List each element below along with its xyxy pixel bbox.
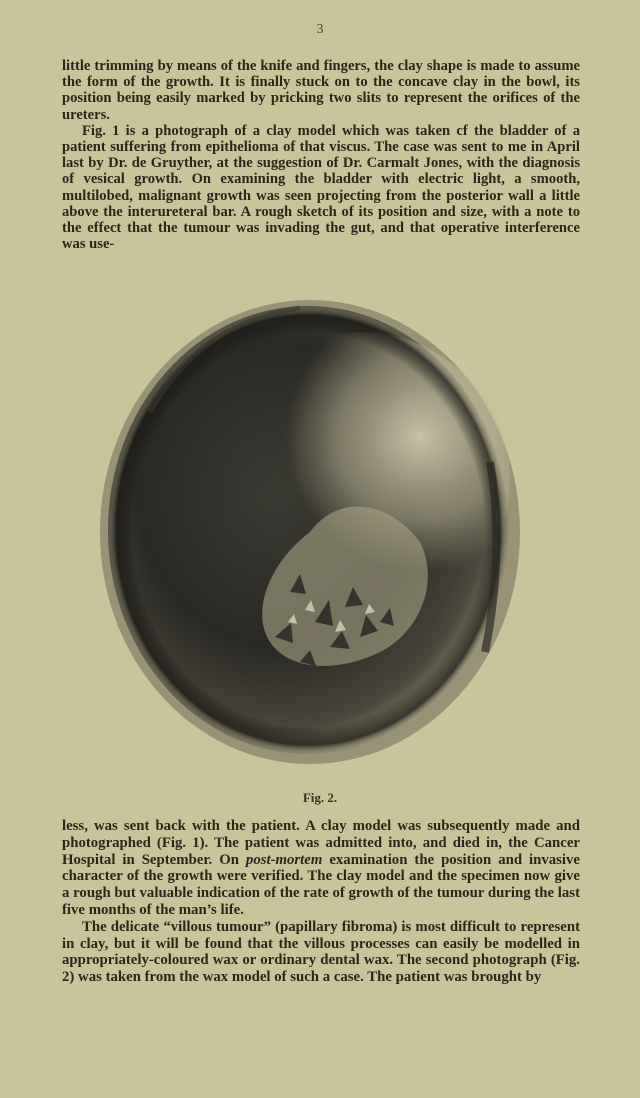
paragraph: little trimming by means of the knife and fingers, the clay shape is made to assume the form of the growth. It is finally stuck on to the concave clay in the bowl, its position being easily marked by pricking two slits to represent the orifices of the ureters.: [62, 58, 580, 123]
paragraph: Fig. 1 is a photograph of a clay model which was taken cf the bladder of a patient suffering from epithelioma of that viscus. The case was sent to me in April last by Dr. de Gruyther, at the suggestion of Dr. Carmalt Jones, with the diagnosis of vesical growth. On examining the bladder with electric light, a smooth, multilobed, malignant growth was seen projecting from the posterior wall a little above the interureteral bar. A rough sketch of its position and size, with a note to the effect that the tumour was invading the gut, and that operative interference was use-: [62, 122, 580, 253]
paragraph: [62, 818, 580, 919]
bladder-model-photo: [90, 292, 530, 772]
figure-caption: Fig. 2.: [302, 790, 338, 805]
top-text-block: [62, 58, 580, 252]
bottom-text-block: [62, 818, 580, 986]
page-number: 3: [316, 22, 324, 37]
figure-photograph: [90, 292, 530, 772]
text-span: less, was sent back with the patient. A clay model was subsequently made and photographed (Fig. 1). The patient was admitted into, and died in, the Cancer Hospital in September. On: [62, 818, 580, 868]
text-span: examination the position and invasive character of the growth were verified. The clay model and the specimen now give a rough but valuable indication of the rate of growth of the tumour during the last five months of the man’s life.: [62, 851, 580, 918]
paragraph: The delicate “villous tumour” (papillary fibroma) is most difficult to represent in clay, but it will be found that the villous processes can easily be modelled in appropriately-coloured wax or ordinary dental wax. The second photograph (Fig. 2) was taken from the wax model of such a case. The patient was brought by: [62, 918, 580, 986]
italic-text: post-mortem: [245, 851, 323, 868]
